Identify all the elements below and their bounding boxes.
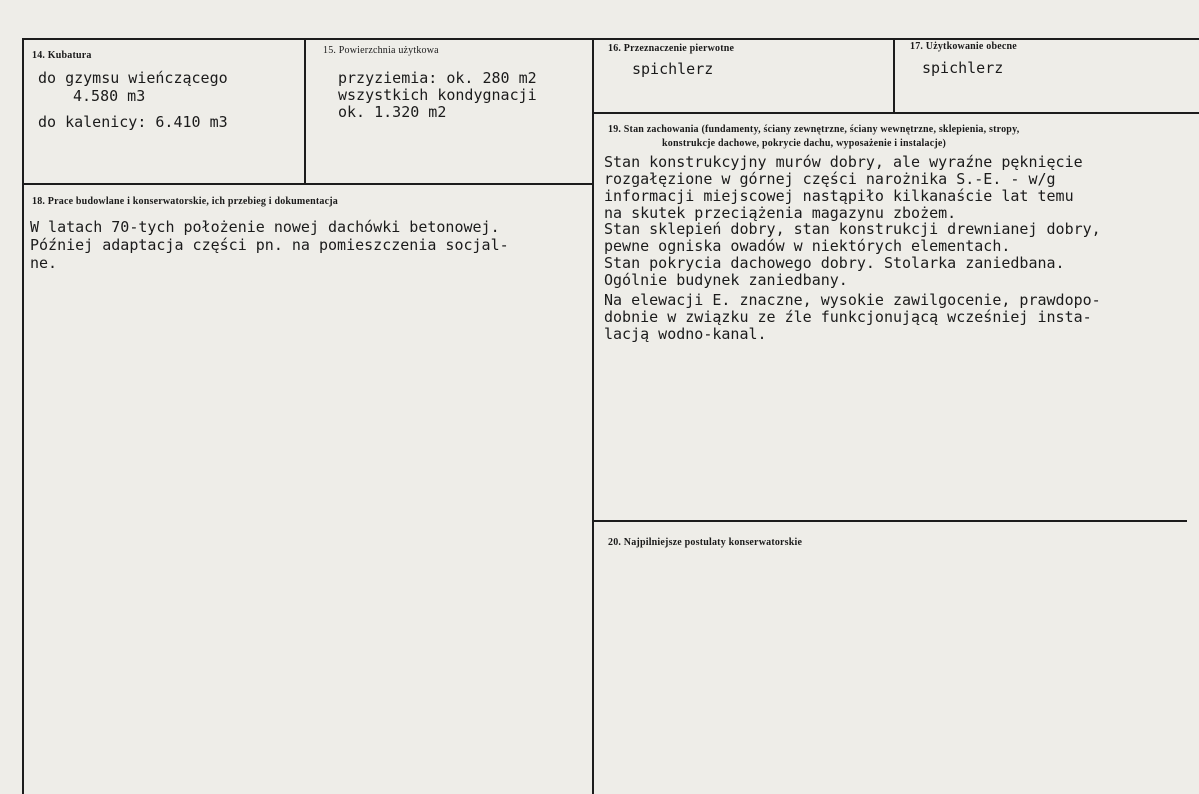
section-14-line3: do kalenicy: 6.410 m3: [38, 113, 228, 131]
divider-14-15: [304, 38, 306, 185]
section-15-label: 15. Powierzchnia użytkowa: [323, 45, 439, 56]
section-19-line: Stan pokrycia dachowego dobry. Stolarka zaniedbana.: [604, 254, 1065, 272]
divider-15-16: [592, 38, 594, 794]
section-20-label: 20. Najpilniejsze postulaty konserwatorskie: [608, 537, 803, 548]
section-15-line1: przyziemia: ok. 280 m2: [338, 69, 537, 87]
section-17-value: spichlerz: [922, 59, 1004, 77]
section-19-line: Stan sklepień dobry, stan konstrukcji drewnianej dobry,: [604, 220, 1101, 238]
section-19-line: informacji miejscowej nastąpiło kilkanaście lat temu: [604, 187, 1074, 205]
section-17-label: 17. Użytkowanie obecne: [910, 41, 1017, 52]
left-border: [22, 38, 24, 794]
section-15-line2: wszystkich kondygnacji: [338, 86, 537, 104]
divider-16-17: [893, 38, 895, 112]
divider-19-20: [592, 520, 1187, 522]
section-19-line: Ogólnie budynek zaniedbany.: [604, 271, 848, 289]
section-19-line: rozgałęzione w górnej części narożnika S.-E. - w/g: [604, 170, 1056, 188]
divider-16-19: [592, 112, 1199, 114]
section-19-label-line2: konstrukcje dachowe, pokrycie dachu, wyposażenie i instalacje): [662, 138, 947, 149]
section-16-label: 16. Przeznaczenie pierwotne: [608, 43, 735, 54]
section-14-line2: 4.580 m3: [73, 87, 146, 105]
top-border: [22, 38, 1199, 40]
section-19-line: pewne ogniska owadów w niektórych elementach.: [604, 237, 1011, 255]
divider-14-18: [22, 183, 594, 185]
section-14-label: 14. Kubatura: [32, 50, 92, 61]
section-18-line: W latach 70-tych położenie nowej dachówki betonowej.: [30, 218, 500, 236]
section-19-line: dobnie w związku ze źle funkcjonującą wcześniej insta-: [604, 308, 1092, 326]
section-16-value: spichlerz: [632, 60, 714, 78]
section-19-line: lacją wodno-kanal.: [604, 325, 767, 343]
section-19-line: na skutek przeciążenia magazynu zbożem.: [604, 204, 957, 222]
section-18-label: 18. Prace budowlane i konserwatorskie, ich przebieg i dokumentacja: [32, 196, 338, 207]
section-18-line: Później adaptacja części pn. na pomieszczenia socjal-: [30, 236, 509, 254]
section-14-line1: do gzymsu wieńczącego: [38, 69, 228, 87]
section-15-line3: ok. 1.320 m2: [338, 103, 447, 121]
section-19-line: Na elewacji E. znaczne, wysokie zawilgocenie, prawdopo-: [604, 291, 1101, 309]
section-19-line: Stan konstrukcyjny murów dobry, ale wyraźne pęknięcie: [604, 153, 1083, 171]
section-19-label-line1: 19. Stan zachowania (fundamenty, ściany zewnętrzne, ściany wewnętrzne, sklepienia, stropy,: [608, 124, 1020, 135]
section-18-line: ne.: [30, 254, 58, 272]
